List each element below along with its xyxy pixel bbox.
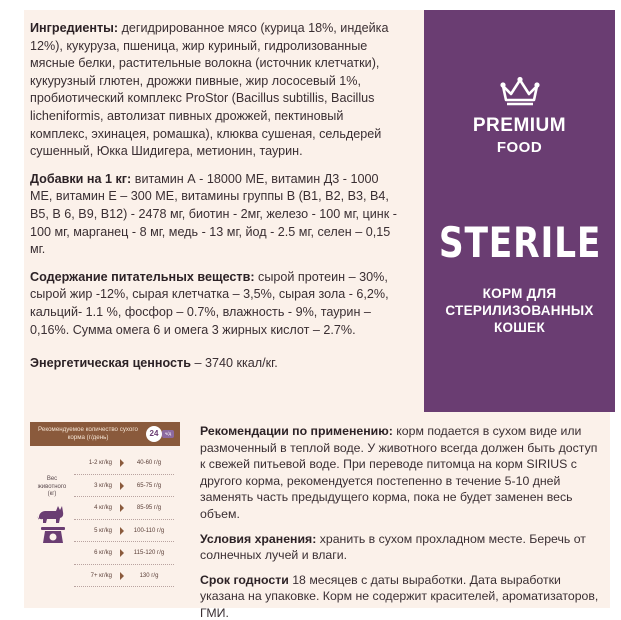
storage-label: Условия хранения: xyxy=(200,531,317,546)
ingredients-label: Ингредиенты: xyxy=(30,21,119,35)
row-grams: 115-120 г/g xyxy=(133,550,165,557)
row-grams: 65-75 г/g xyxy=(136,482,162,489)
usage-column xyxy=(200,423,600,620)
row-grams: 130 г/g xyxy=(139,572,159,579)
row-grams: 100-110 г/g xyxy=(133,527,165,534)
hours-unit: ч/д xyxy=(162,430,174,438)
feeding-row xyxy=(70,475,176,498)
feeding-row xyxy=(70,497,176,520)
feeding-row xyxy=(70,542,176,565)
storage-text: хранить в сухом прохладном месте. Беречь от солнечных лучей и влаги. xyxy=(200,531,586,563)
additives-label: Добавки на 1 кг: xyxy=(30,171,132,186)
premium-text: PREMIUM xyxy=(472,115,567,136)
row-grams: 85-95 г/g xyxy=(136,505,162,512)
feeding-table xyxy=(30,422,180,590)
feeding-table-header xyxy=(30,422,180,446)
recommendations-text: корм подается в сухом виде или размоченный в теплой воде. У животного всегда должен быть доступ к свежей питьевой воде. При переводе питомца на корм SIRIUS с другого корма, рекомендуется постепенно в течение 5-10 дней заменять часть предыдущего корма, пока не будет заменен весь объем. xyxy=(200,424,598,521)
cat-icon xyxy=(36,502,66,529)
row-weight: 6 кг/kg xyxy=(94,550,112,557)
shelf-life-text: 18 месяцев с даты выработки. Дата выработки указана на упаковке. Корм не содержит красителей, ароматизаторов, ГМИ. xyxy=(200,572,599,620)
recommendations-paragraph xyxy=(200,423,600,523)
row-weight: 1-2 кг/kg xyxy=(88,460,112,467)
additives-paragraph xyxy=(30,171,400,259)
recommendations-label: Рекомендации по применению: xyxy=(200,424,393,438)
feeding-rows xyxy=(70,452,176,587)
crown-icon xyxy=(499,76,541,111)
shelf-life-paragraph xyxy=(200,572,600,620)
weight-label: Вес животного (кг) xyxy=(37,476,67,497)
storage-paragraph xyxy=(200,531,600,564)
feeding-header-text: Рекомендуемое количество сухого корма (г/день) xyxy=(38,426,138,441)
product-subtitle: КОРМ ДЛЯ СТЕРИЛИЗОВАННЫХ КОШЕК xyxy=(445,286,594,335)
energy-paragraph xyxy=(30,355,400,373)
row-weight: 7+ кг/kg xyxy=(90,572,112,579)
product-name: STERILE xyxy=(438,218,601,267)
additives-text: витамин А - 18000 МЕ, витамин Д3 - 1000 МЕ, витамин Е – 300 МЕ, витамины группы В (В1, В2, В3, В4, В5, В 6, В9, В12) - 2478 мг, биотин - 2мг, железо - 100 мг, цинк - 100 мг, марганец - 8 мг, медь - 13 мг, йод - 2.5 мг, селен – 0,15 мг. xyxy=(30,171,397,257)
nutrients-label: Содержание питательных веществ: xyxy=(30,269,255,284)
ingredients-text: дегидрированное мясо (курица 18%, индейка 12%), кукуруза, пшеница, жир куриный, гидролизованные мясные белки, растительные волокна (источник клетчатки), кукурузный глютен, дрожжи пивные, жир лососевый 1%, пробиотический комплекс ProStor (Bacillus subtillis, Bacillus licheniformis, автолизат пивных дрожжей, пектиновый комплекс, эхинацея, ромашка), клюква сушеная, сельдерей сушенный, Юкка Шидигера, метионин, таурин. xyxy=(30,21,389,159)
feeding-row xyxy=(70,452,176,475)
feeding-row xyxy=(70,520,176,543)
row-weight: 4 кг/kg xyxy=(94,505,112,512)
hours-badge: 24 xyxy=(146,426,162,442)
row-grams: 40-60 г/g xyxy=(136,460,162,467)
shelf-life-label: Срок годности xyxy=(200,572,289,587)
nutrients-paragraph xyxy=(30,269,400,339)
energy-label: Энергетическая ценность xyxy=(30,356,191,371)
nutrients-text: сырой протеин – 30%, сырой жир -12%, сырая клетчатка – 3,5%, сырая зола - 6,2%, кальций- 1.1 %, фосфор – 0.7%, влажность - 9%, таурин – 0,16%. Сумма омега 6 и омега 3 жирных кислот – 2.7%. xyxy=(30,269,389,337)
energy-text: – 3740 ккал/кг. xyxy=(194,356,278,371)
row-weight: 3 кг/kg xyxy=(94,482,112,489)
composition-column xyxy=(30,20,400,383)
row-weight: 5 кг/kg xyxy=(94,527,112,534)
feeding-row xyxy=(70,565,176,588)
scale-icon xyxy=(40,526,66,549)
premium-badge xyxy=(424,10,615,412)
ingredients-paragraph xyxy=(30,20,400,161)
food-text: FOOD xyxy=(496,139,543,156)
